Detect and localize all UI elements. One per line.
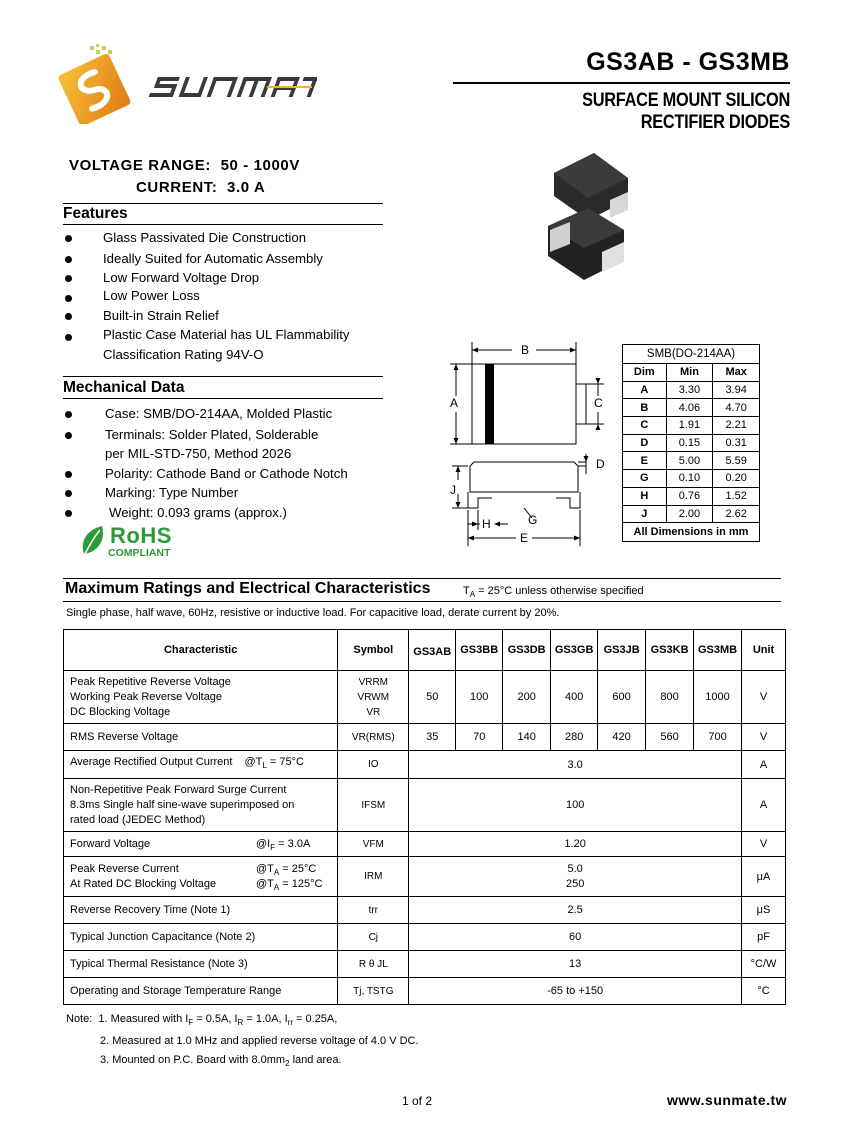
bullet-icon xyxy=(65,411,72,418)
current-label: CURRENT: xyxy=(136,179,218,196)
mechanical-top-rule xyxy=(63,376,383,377)
bullet-icon xyxy=(65,313,72,320)
cathode-band-icon xyxy=(485,364,494,444)
table-row: C 1.91 2.21 xyxy=(623,417,760,435)
logo-wordmark-icon xyxy=(147,74,317,100)
bullet-icon xyxy=(65,235,72,242)
dim-table-footer: All Dimensions in mm xyxy=(623,523,760,542)
dim-header: Min xyxy=(666,364,713,382)
voltage-range xyxy=(69,157,300,174)
table-row: Typical Junction Capacitance (Note 2) Cj 60 pF xyxy=(64,924,786,951)
features-heading: Features xyxy=(63,205,128,222)
bullet-icon xyxy=(65,334,72,341)
part-range-title: GS3AB - GS3MB xyxy=(586,48,790,76)
max-ratings-top-rule xyxy=(63,578,781,579)
bullet-icon xyxy=(65,510,72,517)
table-header-row: Characteristic Symbol GS3AB GS3BB GS3DB GS3GB GS3JB GS3KB GS3MB Unit xyxy=(64,630,786,671)
current-rating xyxy=(136,179,265,196)
voltage-label: VOLTAGE RANGE: xyxy=(69,157,212,174)
table-row: Reverse Recovery Time (Note 1) trr 2.5 μS xyxy=(64,897,786,924)
rohs-compliant: COMPLIANT xyxy=(108,547,171,559)
dim-label-h: H xyxy=(482,517,491,531)
rohs-label: RoHS xyxy=(110,523,172,548)
package-photo-icon xyxy=(540,148,650,288)
single-phase-note: Single phase, half wave, 60Hz, resistive or inductive load. For capacitive load, derate current by 20%. xyxy=(66,607,560,619)
leaf-icon xyxy=(80,524,106,558)
table-row: Typical Thermal Resistance (Note 3) R θ JL 13 °C/W xyxy=(64,951,786,978)
product-subtitle: SURFACE MOUNT SILICON RECTIFIER DIODES xyxy=(582,90,790,133)
table-row: Average Rectified Output Current $@T_L = 75^\circ C$ IO 3.0 A xyxy=(64,751,786,779)
table-row: J 2.00 2.62 xyxy=(623,505,760,523)
notes-label: Note: xyxy=(66,1013,93,1025)
table-row: A 3.30 3.94 xyxy=(623,381,760,399)
bullet-icon xyxy=(65,490,72,497)
dim-label-a: A xyxy=(450,396,459,410)
bullet-icon xyxy=(65,295,72,302)
website-link[interactable]: www.sunmate.tw xyxy=(667,1092,788,1108)
current-value: 3.0 A xyxy=(227,179,266,196)
dim-label-e: E xyxy=(520,531,529,545)
dim-label-g: G xyxy=(528,513,538,527)
table-row: Forward Voltage $@I_F = 3.0A$ VFM 1.20 V xyxy=(64,832,786,857)
table-row: Operating and Storage Temperature Range Tj, TSTG -65 to +150 °C xyxy=(64,978,786,1005)
table-row: D 0.15 0.31 xyxy=(623,434,760,452)
table-row: Peak Reverse Current At Rated DC Blocking Voltage $@T_A = 25^\circ C$ $@T_A = 125^\circ C$ IRM 5.0 250 μA xyxy=(64,857,786,897)
bullet-icon xyxy=(65,256,72,263)
table-row: Non-Repetitive Peak Forward Surge Current 8.3ms Single half sine-wave superimposed on rated load (JEDEC Method) IFSM 100 A xyxy=(64,779,786,832)
electrical-characteristics-table xyxy=(63,629,786,1005)
features-bottom-rule xyxy=(63,224,383,225)
max-ratings-heading: Maximum Ratings and Electrical Characteristics xyxy=(65,580,431,597)
table-row: G 0.10 0.20 xyxy=(623,470,760,488)
table-row: RMS Reverse Voltage VR(RMS) 35 70 140 280 420 560 700 V xyxy=(64,724,786,751)
table-row: Peak Repetitive Reverse Voltage Working Peak Reverse Voltage DC Blocking Voltage VRRM VRWM VR 50 100 200 400 600 800 1000 V xyxy=(64,671,786,724)
table-row: B 4.06 4.70 xyxy=(623,399,760,417)
notes: Note: 1. Measured with $I_F = 0.5A$, $I_R = 1.0A$, $I_{rr} = 0.25A$, 2. Measured at 1.0 MHz and applied reverse voltage of 4.0 V DC. 3. Mounted on P.C. Board with $8.0mm_2$ land area. xyxy=(66,1013,419,1069)
dim-table-title: SMB(DO-214AA) xyxy=(623,345,760,364)
bullet-icon xyxy=(65,471,72,478)
max-ratings-condition: $T_A = 25^\circ C$ unless otherwise specified xyxy=(463,585,644,600)
page-number: 1 of 2 xyxy=(402,1094,433,1108)
features-top-rule xyxy=(63,203,383,204)
mechanical-bottom-rule xyxy=(63,398,383,399)
dimension-table xyxy=(622,344,760,542)
mechanical-heading: Mechanical Data xyxy=(63,379,185,396)
dim-header: Dim xyxy=(623,364,667,382)
dim-label-d: D xyxy=(596,457,605,471)
dim-label-j: J xyxy=(450,483,456,497)
sunmate-logo xyxy=(52,44,322,124)
table-row: E 5.00 5.59 xyxy=(623,452,760,470)
title-divider xyxy=(453,82,790,84)
dim-header: Max xyxy=(713,364,760,382)
dim-label-c: C xyxy=(594,396,603,410)
table-row: H 0.76 1.52 xyxy=(623,487,760,505)
voltage-value: 50 - 1000V xyxy=(220,157,300,174)
dim-label-b: B xyxy=(521,343,530,357)
bullet-icon xyxy=(65,432,72,439)
max-ratings-bottom-rule xyxy=(63,601,781,602)
bullet-icon xyxy=(65,275,72,282)
